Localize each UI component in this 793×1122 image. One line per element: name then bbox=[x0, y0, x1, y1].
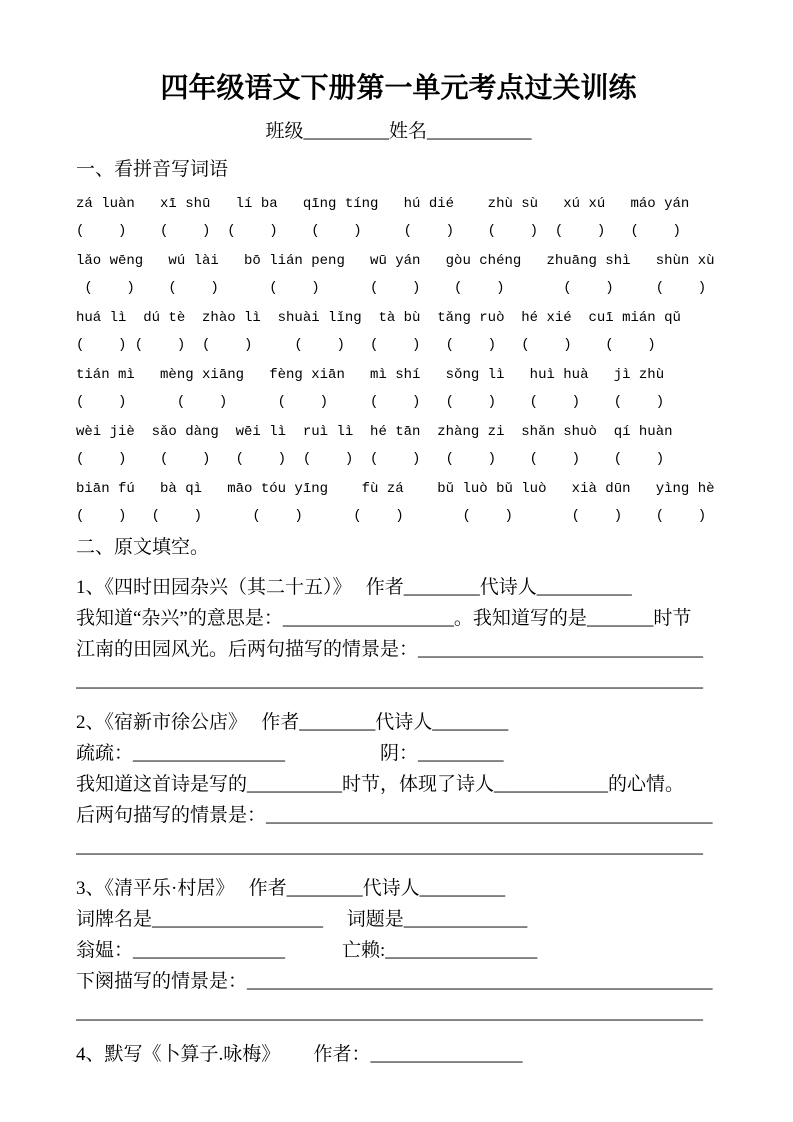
pinyin-row-3: huá lì dú tè zhào lì shuài lǐng tà bù tǎng ruò hé xié cuī mián qǔ bbox=[76, 310, 681, 326]
question-3-line-3: 翁媪：________________ 亡赖:________________ bbox=[76, 940, 538, 961]
pinyin-row-4: tián mì mèng xiāng fèng xiān mì shí sǒng lì huì huà jì zhù bbox=[76, 367, 665, 383]
question-3 bbox=[76, 873, 721, 1028]
question-1-blank-line: __________________________________________________________________ bbox=[76, 670, 703, 691]
question-2 bbox=[76, 707, 721, 862]
question-3-line-4: 下阕描写的情景是：_________________________________________________ bbox=[76, 971, 713, 992]
class-name-line: 班级_________姓名___________ bbox=[265, 121, 532, 142]
question-2-line-2: 疏疏：________________ 阴：_________ bbox=[76, 743, 504, 764]
question-2-blank-line: __________________________________________________________________ bbox=[76, 836, 703, 857]
answer-parens-row-3: ( ) ( ) ( ) ( ) ( ) ( ) ( ) ( ) bbox=[76, 337, 656, 353]
pinyin-row-1: zá luàn xī shū lí ba qīng tíng hú dié zhù sù xú xú máo yán bbox=[76, 196, 690, 212]
question-2-line-3: 我知道这首诗是写的__________时节，体现了诗人____________的心情。 bbox=[76, 774, 685, 795]
question-1-line-1: 1、《四时田园杂兴（其二十五）》 作者________代诗人__________ bbox=[76, 577, 632, 598]
pinyin-section bbox=[76, 196, 721, 525]
page-title: 四年级语文下册第一单元考点过关训练 bbox=[160, 73, 637, 104]
pinyin-row-5: wèi jiè sǎo dàng wēi lì ruì lì hé tān zhàng zi shǎn shuò qí huàn bbox=[76, 424, 673, 440]
question-2-line-1: 2、《宿新市徐公店》 作者________代诗人________ bbox=[76, 712, 509, 733]
section2-heading: 二、原文填空。 bbox=[76, 537, 210, 558]
pinyin-row-6: biān fú bà qì māo tóu yīng fù zá bǔ luò bǔ luò xià dūn yìng hè bbox=[76, 481, 715, 497]
question-4-line-1: 4、默写《卜算子.咏梅》 作者：________________ bbox=[76, 1044, 523, 1065]
section1-heading: 一、看拼音写词语 bbox=[76, 159, 229, 180]
fill-in-section bbox=[76, 535, 721, 1070]
answer-parens-row-1: ( ) ( ) ( ) ( ) ( ) ( ) ( ) ( ) bbox=[76, 223, 681, 239]
answer-parens-row-5: ( ) ( ) ( ) ( ) ( ) ( ) ( ) ( ) bbox=[76, 451, 665, 467]
pinyin-row-2: lǎo wēng wú lài bō lián peng wū yán gòu chéng zhuāng shì shùn xù bbox=[76, 253, 715, 269]
answer-parens-row-4: ( ) ( ) ( ) ( ) ( ) ( ) ( ) bbox=[76, 394, 665, 410]
question-3-line-2: 词牌名是__________________ 词题是_____________ bbox=[76, 909, 528, 930]
question-3-line-1: 3、《清平乐·村居》 作者________代诗人_________ bbox=[76, 878, 506, 899]
answer-parens-row-6: ( ) ( ) ( ) ( ) ( ) ( ) ( ) bbox=[76, 508, 707, 524]
question-2-line-4: 后两句描写的情景是：_______________________________________________ bbox=[76, 805, 713, 826]
question-1 bbox=[76, 572, 721, 696]
question-1-line-3: 江南的田园风光。后两句描写的情景是：______________________________ bbox=[76, 639, 704, 660]
question-4 bbox=[76, 1039, 721, 1070]
question-1-line-2: 我知道“杂兴”的意思是：__________________。我知道写的是_______时节 bbox=[76, 608, 692, 629]
answer-parens-row-2: ( ) ( ) ( ) ( ) ( ) ( ) ( ) bbox=[76, 280, 707, 296]
question-3-blank-line: __________________________________________________________________ bbox=[76, 1002, 703, 1023]
